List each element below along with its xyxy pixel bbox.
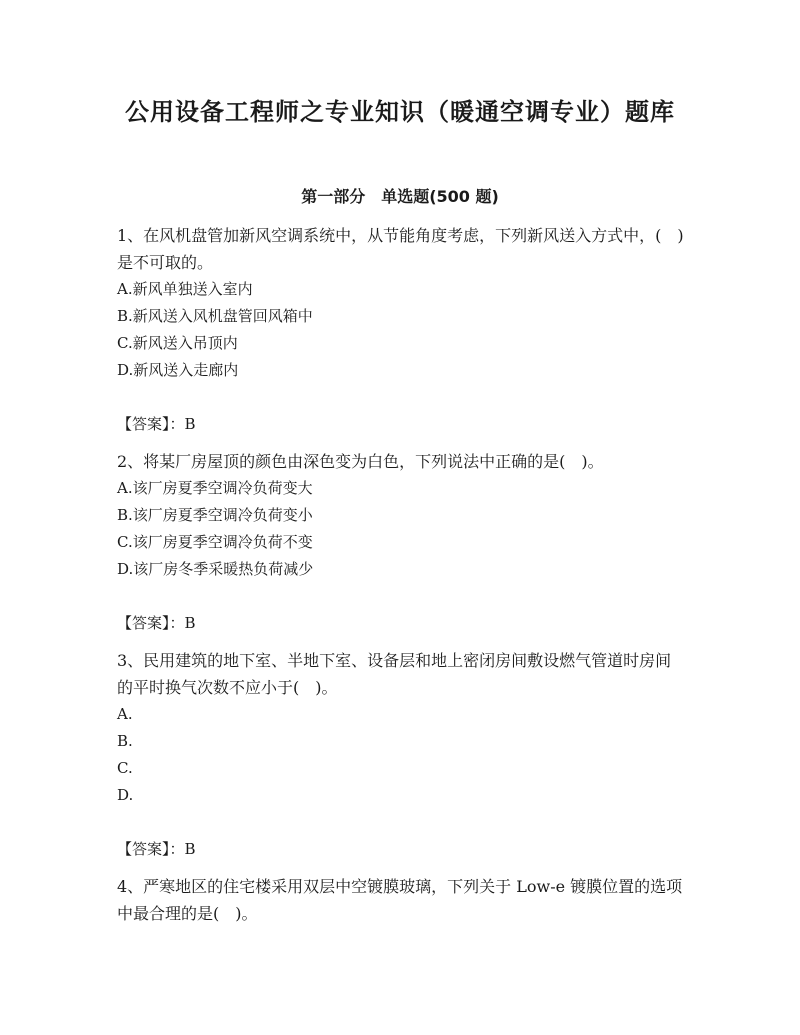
option-b: B. [117,732,133,750]
question-stem: 3、民用建筑的地下室、半地下室、设备层和地上密闭房间敷设燃气管道时房间的平时换气次数不应小于( )。 [117,651,672,697]
option-d: D.新风送入走廊内 [117,361,239,379]
answer-line [117,610,687,637]
question-1 [117,222,687,438]
answer-value: B [184,415,196,433]
question-stem: 2、将某厂房屋顶的颜色由深色变为白色，下列说法中正确的是( )。 [117,452,604,471]
answer-label: 【答案】： [117,840,185,858]
answer-line [117,836,687,863]
option-a: A.该厂房夏季空调冷负荷变大 [117,479,313,497]
option-c: C.该厂房夏季空调冷负荷不变 [117,533,313,551]
option-c: C.新风送入吊顶内 [117,334,238,352]
option-d: D.该厂房冬季采暖热负荷减少 [117,560,314,578]
question-4 [117,873,687,927]
section-title: 第一部分 单选题(500 题) [301,187,499,206]
option-a: A. [117,705,133,723]
document-title: 公用设备工程师之专业知识（暖通空调专业）题库 [125,97,675,126]
answer-line [117,411,687,438]
question-stem: 1、在风机盘管加新风空调系统中，从节能角度考虑，下列新风送入方式中，( )是不可取的。 [117,226,684,272]
question-3 [117,647,687,863]
answer-label: 【答案】： [117,415,185,433]
question-2 [117,448,687,637]
option-c: C. [117,759,133,777]
question-list [117,222,687,927]
answer-value: B [184,614,196,632]
option-a: A.新风单独送入室内 [117,280,253,298]
option-b: B.新风送入风机盘管回风箱中 [117,307,313,325]
answer-label: 【答案】： [117,614,185,632]
question-stem: 4、严寒地区的住宅楼采用双层中空镀膜玻璃，下列关于 Low-e 镀膜位置的选项中最合理的是( )。 [117,877,683,923]
option-d: D. [117,786,134,804]
option-b: B.该厂房夏季空调冷负荷变小 [117,506,313,524]
answer-value: B [184,840,196,858]
